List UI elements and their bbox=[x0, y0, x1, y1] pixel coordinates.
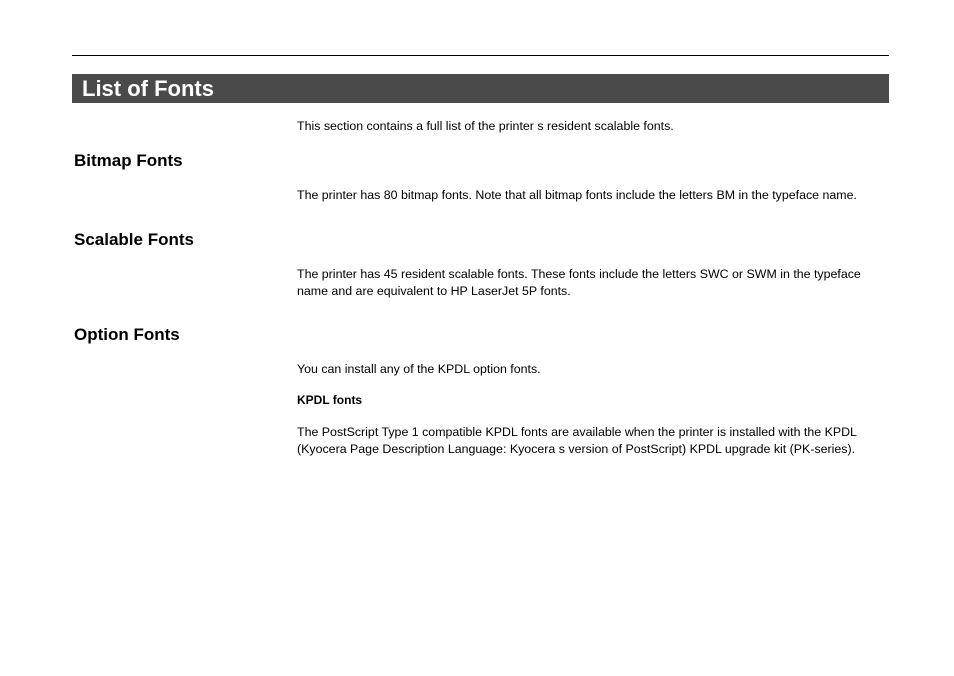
kpdl-fonts-subheading: KPDL fonts bbox=[297, 393, 363, 407]
heading-option-fonts: Option Fonts bbox=[74, 325, 180, 344]
page-title: List of Fonts bbox=[82, 76, 214, 101]
heading-scalable-fonts: Scalable Fonts bbox=[74, 230, 194, 249]
title-bar bbox=[72, 74, 889, 103]
intro-text: This section contains a full list of the printer s resident scalable fonts. bbox=[297, 119, 674, 133]
heading-bitmap-fonts: Bitmap Fonts bbox=[74, 151, 183, 170]
top-rule bbox=[72, 55, 889, 56]
kpdl-fonts-text: The PostScript Type 1 compatible KPDL fonts are available when the printer is installed with the KPDL (Kyocera Page Description Language: Kyocera s version of PostScript) KPDL upgrade kit (PK-series). bbox=[297, 425, 857, 456]
bitmap-fonts-text: The printer has 80 bitmap fonts. Note that all bitmap fonts include the letters BM in the typeface name. bbox=[297, 188, 857, 202]
option-fonts-text: You can install any of the KPDL option fonts. bbox=[297, 362, 541, 376]
scalable-fonts-text: The printer has 45 resident scalable fonts. These fonts include the letters SWC or SWM in the typeface name and are equivalent to HP LaserJet 5P fonts. bbox=[297, 267, 861, 298]
